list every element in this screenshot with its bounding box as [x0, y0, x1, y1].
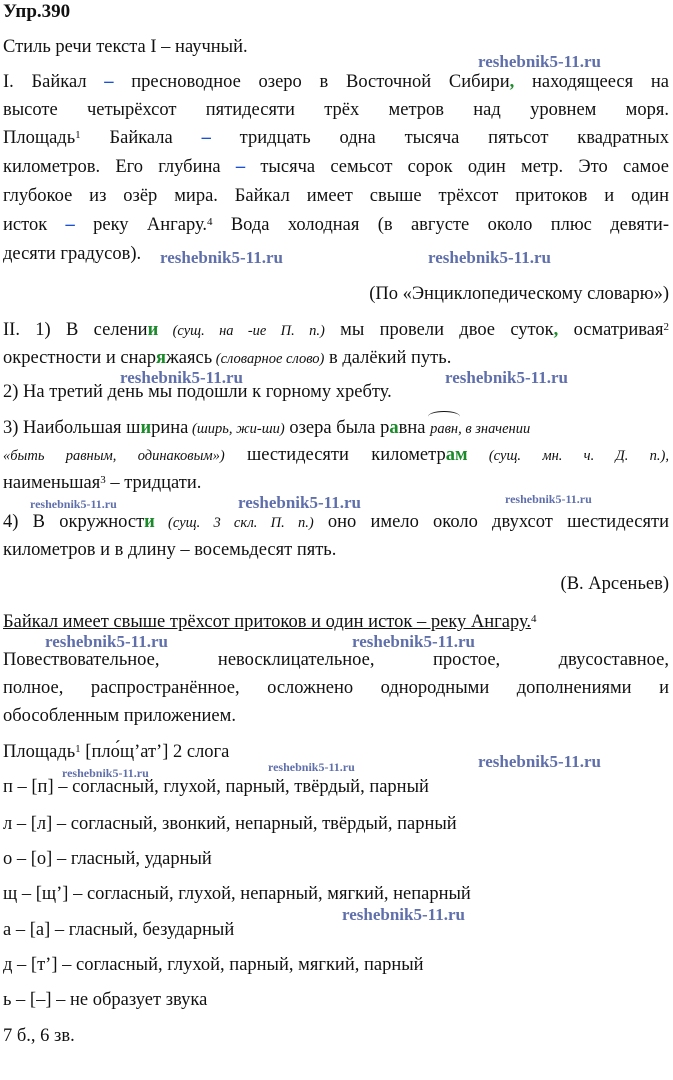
- grammar-note: (сущ. 3 скл. П. п.): [154, 515, 314, 531]
- part1-source: (По «Энциклопедическому словарю»): [369, 284, 669, 304]
- watermark: reshebnik5-11.ru: [268, 760, 355, 774]
- text: Вода холодная (в августе около плюс девяти-: [212, 215, 669, 235]
- text: рина: [151, 418, 189, 438]
- text: I. Байкал: [3, 72, 105, 92]
- footnote-mark: 1: [75, 129, 81, 141]
- part2-sentence-3-line-1: [3, 416, 669, 441]
- text: II. 1) В селени: [3, 320, 148, 340]
- watermark: reshebnik5-11.ru: [342, 905, 465, 924]
- text: километров. Его глубина: [3, 157, 236, 177]
- text: – тридцати.: [105, 473, 202, 493]
- phonetic-row: д – [т’] – согласный, глухой, парный, мягкий, парный: [3, 955, 424, 975]
- watermark: reshebnik5-11.ru: [478, 752, 601, 771]
- part2-sentence-1-line-1: [3, 318, 669, 343]
- text: оно имело около двухсот шестидесяти: [313, 512, 669, 532]
- text: тысяча семьсот сорок один метр. Это самое: [245, 157, 669, 177]
- watermark: reshebnik5-11.ru: [160, 248, 283, 267]
- phonetic-row: л – [л] – согласный, звонкий, непарный, твёрдый, парный: [3, 814, 457, 834]
- dash-mark: –: [235, 157, 246, 177]
- part1-line-4: [3, 155, 669, 179]
- analysis-sentence: [3, 610, 669, 634]
- text: Байкала: [80, 128, 202, 148]
- phonetic-row: п – [п] – согласный, глухой, парный, твёрдый, парный: [3, 777, 429, 797]
- text: Площадь: [3, 742, 76, 762]
- footnote-mark: 4: [531, 613, 537, 625]
- dash-mark: –: [65, 215, 75, 235]
- part2-sentence-2: 2) На третий день мы подошли к горному хребту.: [3, 382, 392, 402]
- text: в далёкий путь.: [324, 348, 452, 368]
- part1-line-3: [3, 126, 669, 150]
- text: шестидесяти километр: [224, 445, 446, 465]
- text: находящееся на: [514, 72, 669, 92]
- text: реку Ангару.: [74, 215, 207, 235]
- watermark: reshebnik5-11.ru: [352, 632, 475, 651]
- comma-mark: ,: [553, 320, 559, 340]
- phonetic-total: 7 б., 6 зв.: [3, 1026, 75, 1046]
- footnote-mark: 2: [663, 321, 669, 333]
- root-mark: равн: [430, 417, 458, 441]
- phonetic-row: ь – [–] – не образует звука: [3, 990, 208, 1010]
- ending-mark: и: [144, 512, 155, 532]
- grammar-note: «быть равным, одинаковым»): [3, 448, 225, 464]
- part1-line-2: высоте четырёхсот пятидесяти трёх метров над уровнем моря.: [3, 100, 669, 120]
- text: жаясь: [166, 348, 213, 368]
- part2-author: (В. Арсеньев): [560, 574, 669, 594]
- ending-mark: ам: [445, 445, 468, 465]
- grammar-note: (сущ. на -ие П. п.): [158, 323, 325, 339]
- vowel-mark: я: [156, 348, 167, 368]
- analysis-line-2: полное, распространённое, осложнено однородными дополнениями и: [3, 678, 669, 698]
- dash-mark: –: [104, 72, 114, 92]
- part2-sentence-3-line-2: [3, 443, 669, 468]
- text: мы провели двое суток: [324, 320, 554, 340]
- text: осматривая: [558, 320, 664, 340]
- speech-style-line: Стиль речи текста I – научный.: [3, 37, 248, 57]
- part2-sentence-1-line-2: [3, 346, 669, 371]
- watermark: reshebnik5-11.ru: [428, 248, 551, 267]
- watermark: reshebnik5-11.ru: [62, 766, 149, 780]
- analysis-line-1: Повествовательное, невосклицательное, простое, двусоставное,: [3, 650, 669, 670]
- grammar-note: , в значении: [458, 421, 531, 437]
- part2-sentence-4-line-2: километров и в длину – восемьдесят пять.: [3, 540, 337, 560]
- vowel-mark: и: [140, 418, 152, 438]
- phonetic-row: щ – [щ’] – согласный, глухой, непарный, мягкий, непарный: [3, 884, 471, 904]
- part1-line-1: [3, 70, 669, 94]
- watermark: reshebnik5-11.ru: [30, 497, 117, 511]
- watermark: reshebnik5-11.ru: [445, 368, 568, 387]
- exercise-title: Упр.390: [3, 1, 71, 22]
- text: 4) В окружност: [3, 512, 145, 532]
- part1-line-6: [3, 213, 669, 237]
- watermark: reshebnik5-11.ru: [505, 492, 592, 506]
- grammar-note: (сущ. мн. ч. Д. п.),: [467, 448, 669, 464]
- text: озера была р: [284, 418, 390, 438]
- analysis-line-3: обособленным приложением.: [3, 706, 236, 726]
- watermark: reshebnik5-11.ru: [238, 493, 361, 512]
- text: тридцать одна тысяча пятьсот квадратных: [210, 128, 669, 148]
- text: вна: [398, 418, 431, 438]
- comma-mark: ,: [509, 72, 515, 92]
- part2-sentence-4-line-1: [3, 510, 669, 535]
- dash-mark: –: [201, 128, 211, 148]
- transcription: [пло́щ’ат’] 2 слога: [80, 742, 230, 762]
- part1-line-5: глубокое из озёр мира. Байкал имеет свыше трёхсот притоков и один: [3, 186, 669, 206]
- part1-line-7: десяти градусов).: [3, 244, 142, 264]
- text: 3) Наибольшая ш: [3, 418, 141, 438]
- watermark: reshebnik5-11.ru: [478, 52, 601, 71]
- watermark: reshebnik5-11.ru: [120, 368, 243, 387]
- footnote-mark: 1: [75, 743, 81, 755]
- grammar-note: (ширь, жи-ши): [188, 421, 285, 437]
- watermark: reshebnik5-11.ru: [45, 632, 168, 651]
- text: пресноводное озеро в Восточной Сибири: [113, 72, 510, 92]
- footnote-mark: 3: [100, 474, 106, 486]
- footnote-mark: 4: [207, 216, 213, 228]
- text: окрестности и снар: [3, 348, 156, 368]
- text: наименьшая: [3, 473, 101, 493]
- grammar-note: (словарное слово): [212, 351, 325, 367]
- phonetic-row: о – [о] – гласный, ударный: [3, 849, 212, 869]
- vowel-mark: а: [389, 418, 399, 438]
- phonetic-row: а – [а] – гласный, безударный: [3, 920, 235, 940]
- underlined-sentence: Байкал имеет свыше трёхсот притоков и один исток – реку Ангару.: [3, 612, 532, 632]
- text: исток: [3, 215, 66, 235]
- text: Площадь: [3, 128, 76, 148]
- ending-mark: и: [147, 320, 159, 340]
